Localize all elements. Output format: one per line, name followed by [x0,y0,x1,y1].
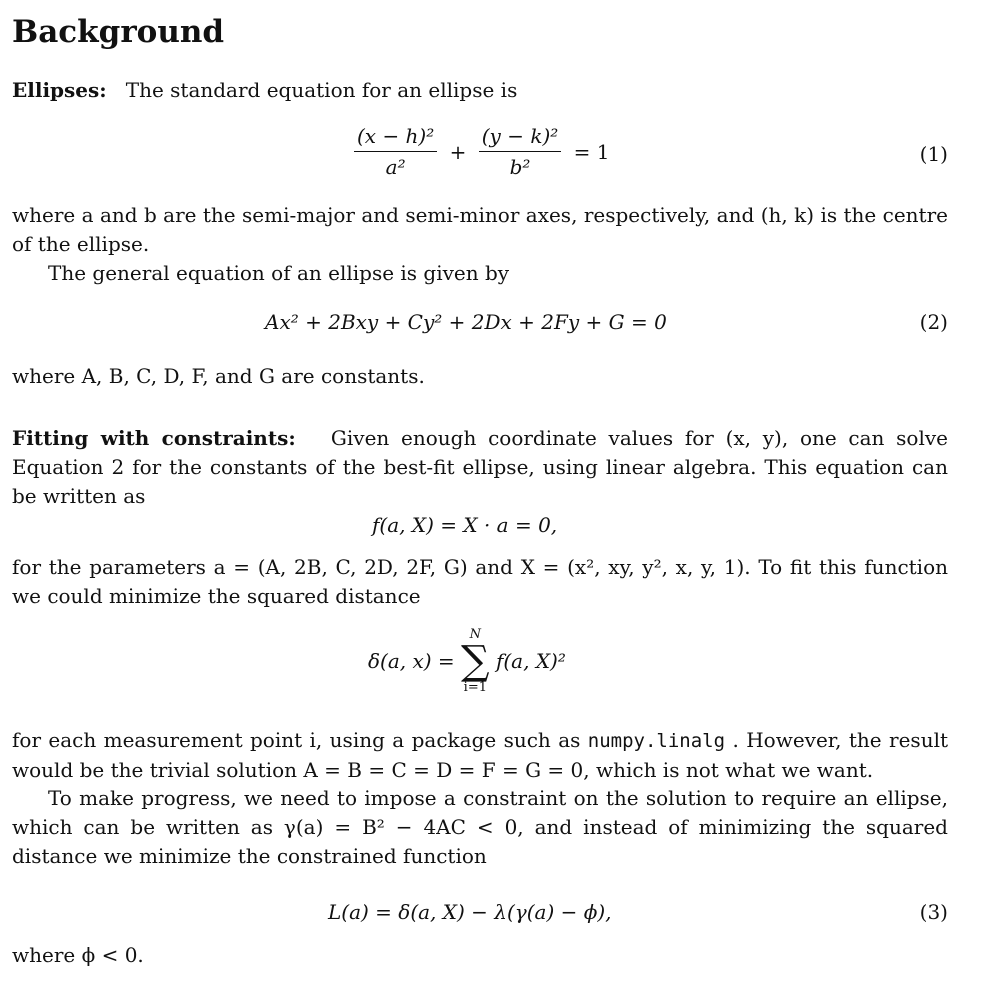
constraint-paragraph: To make progress, we need to impose a constraint on the solution to require an ellipse, which can be written as γ(a) = B² − 4AC < 0, and instead of minimizing the squared distance we minimize the constrained function [12,786,948,868]
ellipses-intro-text: The standard equation for an ellipse is [125,78,518,102]
equation-f-body: f(a, X) = X · a = 0, [372,513,558,537]
eq-delta-lhs: δ(a, x) = [368,649,455,673]
equation-2 [12,310,948,340]
fitting-heading: Fitting with constraints: [12,426,296,450]
eq1-plus: + [449,139,467,164]
numpy-linalg-code: numpy.linalg [587,730,726,752]
fitting-params-paragraph: for the parameters a = (A, 2B, C, 2D, 2F, G) and X = (x², xy, y², x, y, 1). To fit this function we could minimize the squared distance [12,555,948,608]
eq1-numerator-left: (x − h)² [354,124,437,152]
equation-f [12,513,948,543]
equation-delta [12,628,948,708]
ellipses-after-eq1: where a and b are the semi-major and semi-minor axes, respectively, and (h, k) is the centre of the ellipse. [12,203,948,256]
fitting-trivial-paragraph [12,726,948,785]
summation [461,628,490,694]
equation-3-label: (3) [919,900,948,924]
equation-1-body [354,124,609,179]
eq1-fraction-left [354,124,437,179]
ellipses-after-eq2: where A, B, C, D, F, and G are constants. [12,364,425,388]
fitting-intro-text: Given enough coordinate values for (x, y), one can solve Equation 2 for the constants of the best-fit ellipse, using linear algebra. This equation can be written as [12,426,948,508]
equation-3 [12,900,948,930]
equation-3-body: L(a) = δ(a, X) − λ(γ(a) − ϕ), [328,900,612,924]
eq1-denominator-right: b² [509,155,531,179]
eq-delta-rhs: f(a, X)² [495,649,566,673]
general-equation-intro: The general equation of an ellipse is given by [48,261,510,285]
equation-2-body: Ax² + 2Bxy + Cy² + 2Dx + 2Fy + G = 0 [265,310,667,334]
eq1-rhs: = 1 [573,139,610,164]
sum-lower-limit: i=1 [463,680,487,695]
sum-symbol: ∑ [461,638,490,684]
eq1-numerator-right: (y − k)² [479,124,562,152]
fitting-trivial-post: . However, the result would be the trivial solution A = B = C = D = F = G = 0, which is not what we want. [12,728,949,782]
section-title: Background [12,14,225,50]
final-line: where ϕ < 0. [12,943,144,967]
eq1-fraction-right [479,124,562,179]
ellipses-intro-paragraph [12,76,948,105]
equation-1-label: (1) [919,142,948,166]
fitting-intro-paragraph [12,424,948,511]
equation-2-label: (2) [919,310,948,334]
ellipses-heading: Ellipses: [12,78,107,102]
equation-1 [12,124,948,186]
equation-delta-body [368,628,566,694]
fitting-trivial-pre: for each measurement point i, using a package such as [12,728,581,752]
sum-upper-limit: N [469,627,482,642]
eq1-denominator-left: a² [385,155,406,179]
